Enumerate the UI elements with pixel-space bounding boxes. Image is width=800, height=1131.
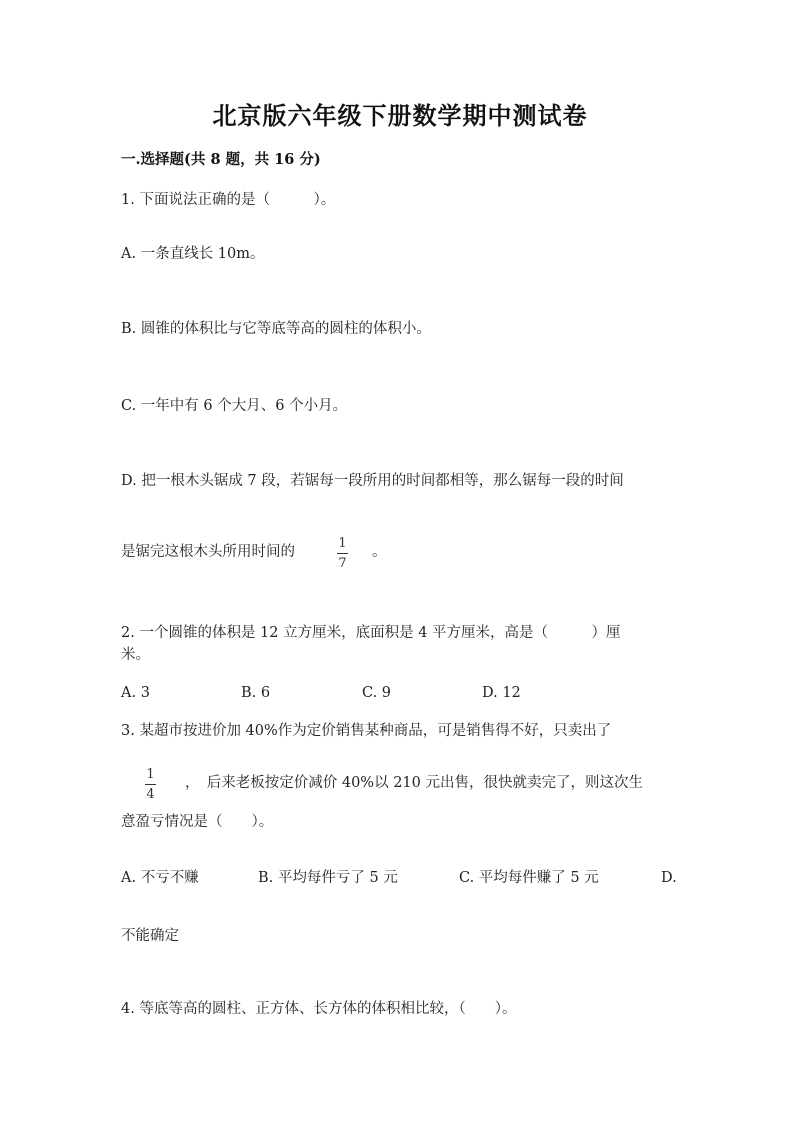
fraction-one-seventh [337, 536, 348, 571]
question-1-option-d-line1: D. 把一根木头锯成 7 段，若锯每一段所用的时间都相等，那么锯每一段的时间 [121, 473, 624, 489]
section-heading: 一.选择题(共 8 题，共 16 分) [121, 151, 321, 168]
question-3-option-d-text: 不能确定 [121, 928, 179, 944]
fraction-bar [145, 784, 156, 785]
page-title: 北京版六年级下册数学期中测试卷 [212, 101, 588, 130]
question-3-option-c: C. 平均每件赚了 5 元 [459, 870, 599, 886]
question-3-option-a: A. 不亏不赚 [121, 870, 199, 886]
question-3-stem-line3: 意盈亏情况是（ ）。 [121, 814, 274, 830]
fraction-bar [337, 553, 348, 554]
question-2-option-b: B. 6 [241, 685, 271, 701]
question-1-option-b: B. 圆锥的体积比与它等底等高的圆柱的体积小。 [121, 321, 431, 337]
question-1-option-d-period: 。 [372, 544, 387, 560]
question-2-option-a: A. 3 [121, 685, 150, 701]
question-1-stem: 1. 下面说法正确的是（ ）。 [121, 192, 336, 208]
fraction-denominator: 4 [146, 787, 155, 802]
question-4-stem: 4. 等底等高的圆柱、正方体、长方体的体积相比较，（ ）。 [121, 1001, 517, 1017]
fraction-numerator: 1 [146, 767, 155, 782]
question-1-option-a: A. 一条直线长 10m。 [121, 246, 265, 262]
question-1-option-c: C. 一年中有 6 个大月、6 个小月。 [121, 398, 348, 414]
question-2-option-d: D. 12 [482, 685, 521, 701]
question-2-option-c: C. 9 [362, 685, 392, 701]
question-1-option-d-line2: 是锯完这根木头所用时间的 [121, 544, 295, 560]
question-3-stem-line2: ， 后来老板按定价减价 40%以 210 元出售，很快就卖完了，则这次生 [185, 775, 643, 791]
fraction-denominator: 7 [338, 556, 347, 571]
question-3-option-d: D. [661, 870, 677, 886]
question-2-stem-line2: 米。 [121, 647, 150, 663]
question-3-stem-line1: 3. 某超市按进价加 40%作为定价销售某种商品，可是销售得不好，只卖出了 [121, 723, 612, 739]
fraction-one-quarter [145, 767, 156, 802]
fraction-numerator: 1 [338, 536, 347, 551]
question-3-option-b: B. 平均每件亏了 5 元 [258, 870, 398, 886]
question-2-stem-line1: 2. 一个圆锥的体积是 12 立方厘米，底面积是 4 平方厘米，高是（ ）厘 [121, 625, 621, 641]
